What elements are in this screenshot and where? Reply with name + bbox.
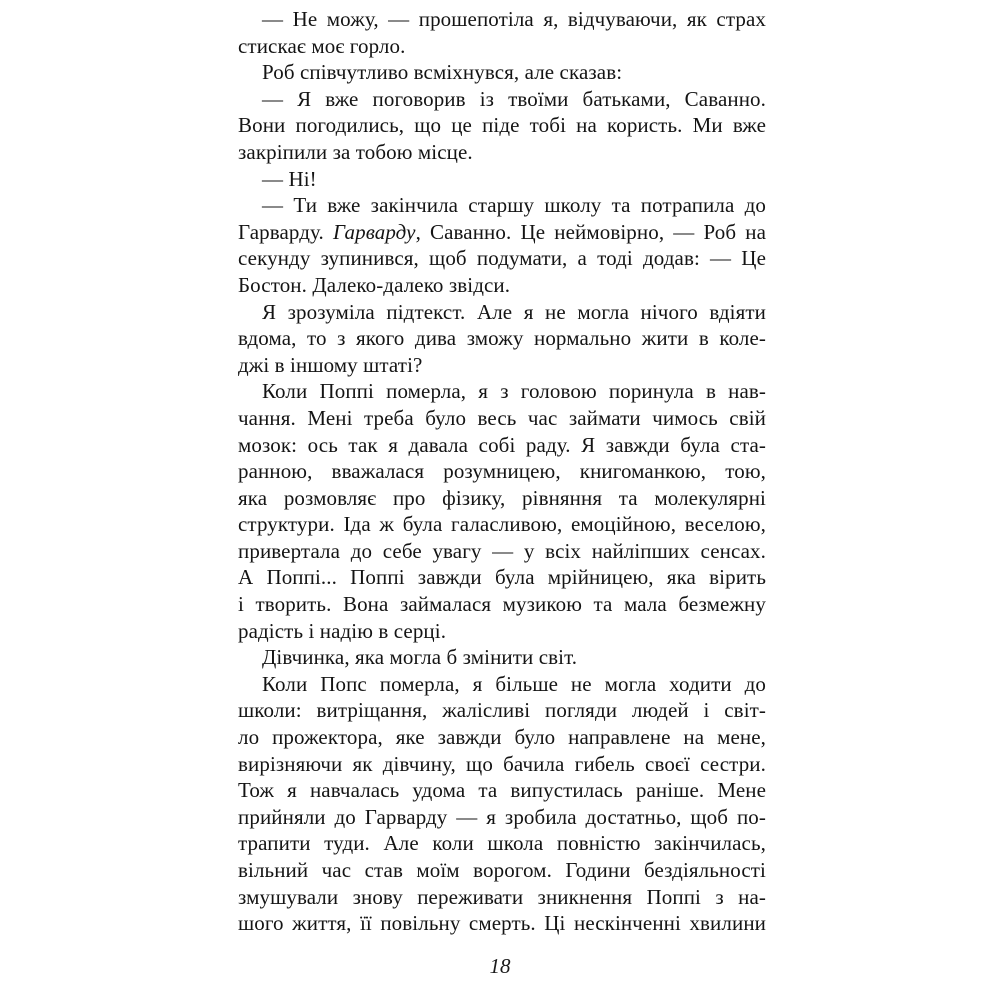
text-segment: Гарварду.: [238, 219, 333, 244]
text-line: [238, 884, 766, 911]
text-segment: трапити туди. Але коли школа повністю закінчилась,: [238, 831, 766, 856]
text-segment: Бостон. Далеко-далеко звідси.: [238, 272, 511, 297]
italic-text-segment: Гарварду: [332, 219, 416, 244]
text-line: [238, 671, 766, 698]
paragraph: [238, 299, 766, 379]
text-segment: — Я вже поговорив із твоїми батьками, Саванно.: [262, 86, 766, 111]
text-segment: Коли Поппі померла, я з головою поринула в нав-: [262, 379, 766, 404]
text-segment: мозок: ось так я давала собі раду. Я завжди була ста-: [238, 432, 766, 457]
text-segment: Вони погодились, що це піде тобі на користь. Ми вже: [238, 113, 766, 138]
text-segment: структури. Іда ж була галасливою, емоційною, веселою,: [238, 512, 766, 537]
text-line: [238, 33, 766, 60]
text-line: [238, 139, 766, 166]
text-segment: Дівчинка, яка могла б змінити світ.: [262, 645, 578, 670]
text-line: [238, 697, 766, 724]
text-segment: — Ні!: [262, 166, 317, 191]
text-segment: ранною, вважалася розумницею, книгоманкою, тою,: [238, 459, 766, 484]
text-segment: А Поппі... Поппі завжди була мрійницею, яка вірить: [238, 565, 766, 590]
text-line: [238, 591, 766, 618]
text-line: [238, 245, 766, 272]
text-segment: Я зрозуміла підтекст. Але я не могла нічого вдіяти: [262, 299, 766, 324]
text-segment: вільний час став моїм ворогом. Години бездіяльності: [238, 858, 766, 882]
text-line: [238, 538, 766, 565]
text-line: [238, 511, 766, 538]
paragraph: [238, 378, 766, 644]
text-line: [238, 112, 766, 139]
text-line: [238, 724, 766, 751]
text-segment: яка розмовляє про фізику, рівняння та молекулярні: [238, 485, 766, 510]
text-segment: радість і надію в серці.: [238, 618, 447, 643]
text-line: [238, 86, 766, 113]
text-segment: ло прожектора, яке завжди було направлене на мене,: [238, 725, 766, 750]
text-segment: вдома, то з якого дива зможу нормально жити в коле-: [238, 326, 766, 351]
text-line: [238, 192, 766, 219]
text-segment: — Не можу, — прошепотіла я, відчуваючи, як страх: [262, 7, 766, 31]
text-line: [238, 432, 766, 459]
text-line: [238, 618, 766, 645]
text-segment: змушували знову переживати зникнення Поппі з на-: [238, 884, 766, 909]
text-line: [238, 910, 766, 937]
text-segment: , Саванно. Це неймовірно, — Роб на: [415, 219, 766, 244]
text-line: [238, 644, 766, 671]
text-segment: Тож я навчалась удома та випустилась раніше. Мене: [238, 778, 766, 803]
text-segment: джі в іншому штаті?: [238, 352, 423, 377]
text-line: [238, 458, 766, 485]
text-line: [238, 830, 766, 857]
paragraph: [238, 671, 766, 937]
page-text: [238, 6, 766, 937]
text-line: [238, 352, 766, 379]
text-segment: секунду зупинився, щоб подумати, а тоді додав: — Це: [238, 246, 766, 271]
page-number: 18: [489, 954, 511, 978]
text-line: [238, 485, 766, 512]
paragraph: [238, 59, 766, 86]
text-segment: школи: витріщання, жалісливі погляди людей і світ-: [238, 698, 766, 723]
text-segment: прийняли до Гарварду — я зробила достатньо, щоб по-: [238, 804, 766, 829]
text-segment: Коли Попс померла, я більше не могла ходити до: [262, 671, 766, 696]
text-line: [238, 804, 766, 831]
text-line: [238, 166, 766, 193]
paragraph: [238, 6, 766, 59]
text-line: [238, 299, 766, 326]
text-line: [238, 378, 766, 405]
text-segment: стискає моє горло.: [238, 33, 406, 58]
text-segment: вирізняючи як дівчину, що бачила гибель своєї сестри.: [238, 751, 766, 776]
text-segment: чання. Мені треба було весь час займати чимось свій: [238, 405, 766, 430]
text-line: [238, 405, 766, 432]
text-segment: шого життя, її повільну смерть. Ці нескінченні хвилини: [238, 911, 766, 936]
text-line: [238, 751, 766, 778]
text-line: [238, 272, 766, 299]
text-line: [238, 219, 766, 246]
text-line: [238, 59, 766, 86]
text-segment: і творить. Вона займалася музикою та мала безмежну: [238, 592, 766, 617]
text-line: [238, 6, 766, 33]
text-segment: — Ти вже закінчила старшу школу та потрапила до: [262, 193, 766, 218]
text-segment: привертала до себе увагу — у всіх найліпших сенсах.: [238, 538, 766, 563]
text-line: [238, 857, 766, 884]
text-line: [238, 777, 766, 804]
text-segment: Роб співчутливо всміхнувся, але сказав:: [262, 60, 623, 85]
text-line: [238, 564, 766, 591]
paragraph: [238, 166, 766, 193]
text-line: [238, 325, 766, 352]
text-segment: закріпили за тобою місце.: [238, 139, 473, 164]
paragraph: [238, 644, 766, 671]
paragraph: [238, 86, 766, 166]
paragraph: [238, 192, 766, 298]
